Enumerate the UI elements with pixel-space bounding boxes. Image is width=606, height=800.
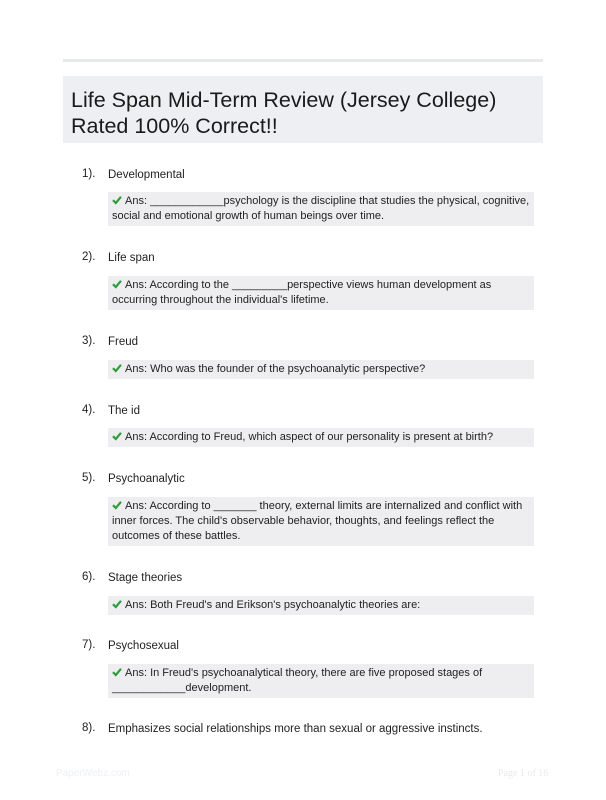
answer-box bbox=[108, 192, 534, 226]
question-term: Stage theories bbox=[108, 572, 183, 584]
checkmark-icon bbox=[112, 363, 122, 373]
answer-text: Ans: According to _______ theory, external limits are internalized and conflict with inner forces. The child's observable behavior, thoughts, and feelings reflect the outcomes of these battles. bbox=[112, 500, 523, 542]
answer-box bbox=[108, 596, 534, 615]
question-number: 3). bbox=[82, 335, 96, 347]
answer-box bbox=[108, 276, 534, 310]
question-number: 1). bbox=[82, 168, 96, 180]
question-term: Emphasizes social relationships more than sexual or aggressive instincts. bbox=[108, 723, 483, 735]
page-title bbox=[71, 87, 535, 139]
question-number: 5). bbox=[82, 472, 96, 484]
answer-box bbox=[108, 497, 534, 546]
answer-text: Ans: According to Freud, which aspect of our personality is present at birth? bbox=[125, 431, 494, 443]
question-term: Psychosexual bbox=[108, 640, 179, 652]
checkmark-icon bbox=[112, 195, 122, 205]
answer-box bbox=[108, 360, 534, 379]
page-number: Page 1 of 16 bbox=[498, 768, 549, 779]
answer-box bbox=[108, 428, 534, 447]
question-term: Life span bbox=[108, 252, 155, 264]
title-banner bbox=[63, 76, 543, 143]
question-number: 2). bbox=[82, 251, 96, 263]
checkmark-icon bbox=[112, 667, 122, 677]
question-term: Developmental bbox=[108, 169, 185, 181]
top-divider bbox=[63, 59, 543, 62]
answer-box bbox=[108, 664, 534, 698]
answer-text: Ans: Who was the founder of the psychoanalytic perspective? bbox=[125, 363, 426, 375]
answer-text: Ans: In Freud's psychoanalytical theory, there are five proposed stages of ____________development. bbox=[112, 667, 483, 694]
question-number: 4). bbox=[82, 404, 96, 416]
title-line-2: Rated 100% Correct!! bbox=[71, 114, 278, 138]
question-term: The id bbox=[108, 405, 140, 417]
checkmark-icon bbox=[112, 599, 122, 609]
footer-watermark: PaperWebz.com bbox=[56, 768, 130, 779]
question-number: 8). bbox=[82, 722, 96, 734]
answer-text: Ans: According to the _________perspective views human development as occurring throughout the individual's lifetime. bbox=[112, 279, 492, 306]
title-line-1: Life Span Mid-Term Review (Jersey College) bbox=[71, 88, 497, 112]
question-term: Psychoanalytic bbox=[108, 473, 185, 485]
question-number: 6). bbox=[82, 571, 96, 583]
checkmark-icon bbox=[112, 431, 122, 441]
question-number: 7). bbox=[82, 639, 96, 651]
checkmark-icon bbox=[112, 500, 122, 510]
answer-text: Ans: Both Freud's and Erikson's psychoanalytic theories are: bbox=[125, 599, 421, 611]
checkmark-icon bbox=[112, 279, 122, 289]
answer-text: Ans: ____________psychology is the discipline that studies the physical, cognitive, social and emotional growth of human beings over time. bbox=[112, 195, 530, 222]
question-term: Freud bbox=[108, 336, 139, 348]
